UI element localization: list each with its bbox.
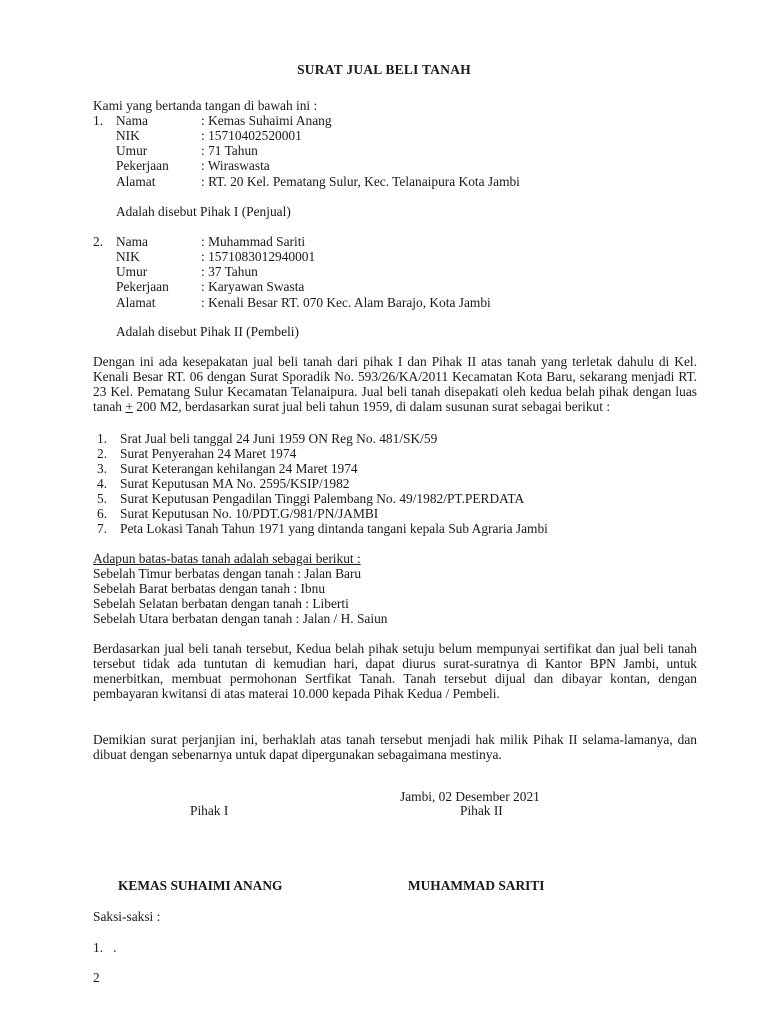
agreement-text-a: Dengan ini ada kesepakatan jual beli tanah dari pihak I dan Pihak II atas tanah yang terletak dahulu di Kel. Kenali Besar RT. 06 dengan Surat Sporadik No. 593/26/KA/2011 Kecamatan Kota Baru, sekarang menjadi RT. 23 Kel. Pematang Sulur Kecamatan Telanaipura. Jual beli tanah disepakati oleh kedua belah pihak dengan luas tanah	[93, 354, 697, 414]
place-date: Jambi, 02 Desember 2021	[400, 789, 540, 804]
party2-number: 2.	[93, 234, 104, 249]
doc-list-number: 2.	[97, 446, 108, 461]
party2-label-name: Nama	[116, 234, 148, 249]
party2-value-age: : 37 Tahun	[201, 264, 258, 279]
doc-list-item: Surat Penyerahan 24 Maret 1974	[120, 446, 297, 461]
party1-sign-label: Pihak I	[190, 803, 229, 818]
boundary-south: Sebelah Selatan berbatan dengan tanah : Liberti	[93, 596, 349, 611]
doc-list-item: Peta Lokasi Tanah Tahun 1971 yang dintanda tangani kepala Sub Agraria Jambi	[120, 521, 548, 536]
document-title: SURAT JUAL BELI TANAH	[297, 62, 471, 77]
party2-role: Adalah disebut Pihak II (Pembeli)	[116, 324, 299, 339]
doc-list-item: Srat Jual beli tanggal 24 Juni 1959 ON Reg No. 481/SK/59	[120, 431, 438, 446]
doc-list-number: 6.	[97, 506, 108, 521]
witness-1: 1. .	[93, 940, 117, 955]
boundaries-heading: Adapun batas-batas tanah adalah sebagai berikut :	[93, 551, 361, 566]
doc-list-number: 1.	[97, 431, 108, 446]
doc-list-item: Surat Keputusan MA No. 2595/KSIP/1982	[120, 476, 350, 491]
party1-label-address: Alamat	[116, 174, 156, 189]
party1-label-name: Nama	[116, 113, 148, 128]
doc-list-item: Surat Keterangan kehilangan 24 Maret 1974	[120, 461, 358, 476]
party2-sign-label: Pihak II	[460, 803, 503, 818]
closing-paragraph: Demikian surat perjanjian ini, berhaklah atas tanah tersebut menjadi hak milik Pihak II selama-lamanya, dan dibuat dengan sebenarnya untuk dapat dipergunakan sebagaimana mestinya.	[93, 732, 697, 762]
party1-value-name: : Kemas Suhaimi Anang	[201, 113, 332, 128]
party1-role: Adalah disebut Pihak I (Penjual)	[116, 204, 291, 219]
party1-label-nik: NIK	[116, 128, 140, 143]
party2-value-name: : Muhammad Sariti	[201, 234, 306, 249]
party2-value-job: : Karyawan Swasta	[201, 279, 305, 294]
agreement-text-b: 200 M2, berdasarkan surat jual beli tahun 1959, di dalam susunan surat sebagai berikut :	[132, 399, 611, 414]
party1-value-nik: : 15710402520001	[201, 128, 302, 143]
doc-list-number: 3.	[97, 461, 108, 476]
boundary-north: Sebelah Utara berbatan dengan tanah : Jalan / H. Saiun	[93, 611, 388, 626]
doc-list-number: 5.	[97, 491, 108, 506]
witnesses-heading: Saksi-saksi :	[93, 909, 161, 924]
settlement-paragraph: Berdasarkan jual beli tanah tersebut, Kedua belah pihak setuju belum mempunyai sertifikat dan jual beli tanah tersebut tidak ada tuntutan di kemudian hari, dapat diurus surat-suratnya di Kantor BPN Jambi, untuk menerbitkan, membuat permohonan Sertfikat Tanah. Tanah tersebut dijual dan dibayar kontan, dengan pembayaran kwitansi di atas materai 10.000 kepada Pihak Kedua / Pembeli.	[93, 641, 697, 701]
party1-value-address: : RT. 20 Kel. Pematang Sulur, Kec. Telanaipura Kota Jambi	[201, 174, 520, 189]
plus-minus-sign: +	[125, 399, 133, 414]
agreement-paragraph	[93, 354, 697, 414]
doc-list-item: Surat Keputusan No. 10/PDT.G/981/PN/JAMBI	[120, 506, 379, 521]
party1-label-age: Umur	[116, 143, 148, 158]
party2-sign-name: MUHAMMAD SARITI	[408, 878, 545, 893]
boundary-west: Sebelah Barat berbatas dengan tanah : Ibnu	[93, 581, 326, 596]
doc-list-item: Surat Keputusan Pengadilan Tinggi Palembang No. 49/1982/PT.PERDATA	[120, 491, 525, 506]
boundary-east: Sebelah Timur berbatas dengan tanah : Jalan Baru	[93, 566, 362, 581]
party2-label-job: Pekerjaan	[116, 279, 169, 294]
doc-list-number: 4.	[97, 476, 108, 491]
party2-label-address: Alamat	[116, 295, 156, 310]
party1-sign-name: KEMAS SUHAIMI ANANG	[118, 878, 283, 893]
party2-value-nik: : 1571083012940001	[201, 249, 316, 264]
party1-label-job: Pekerjaan	[116, 158, 169, 173]
party2-label-age: Umur	[116, 264, 148, 279]
party1-value-age: : 71 Tahun	[201, 143, 258, 158]
party2-value-address: : Kenali Besar RT. 070 Kec. Alam Barajo, Kota Jambi	[201, 295, 491, 310]
doc-list-number: 7.	[97, 521, 108, 536]
intro-text: Kami yang bertanda tangan di bawah ini :	[93, 98, 318, 113]
party2-label-nik: NIK	[116, 249, 140, 264]
party1-number: 1.	[93, 113, 104, 128]
witness-2: 2	[93, 970, 100, 985]
party1-value-job: : Wiraswasta	[201, 158, 270, 173]
